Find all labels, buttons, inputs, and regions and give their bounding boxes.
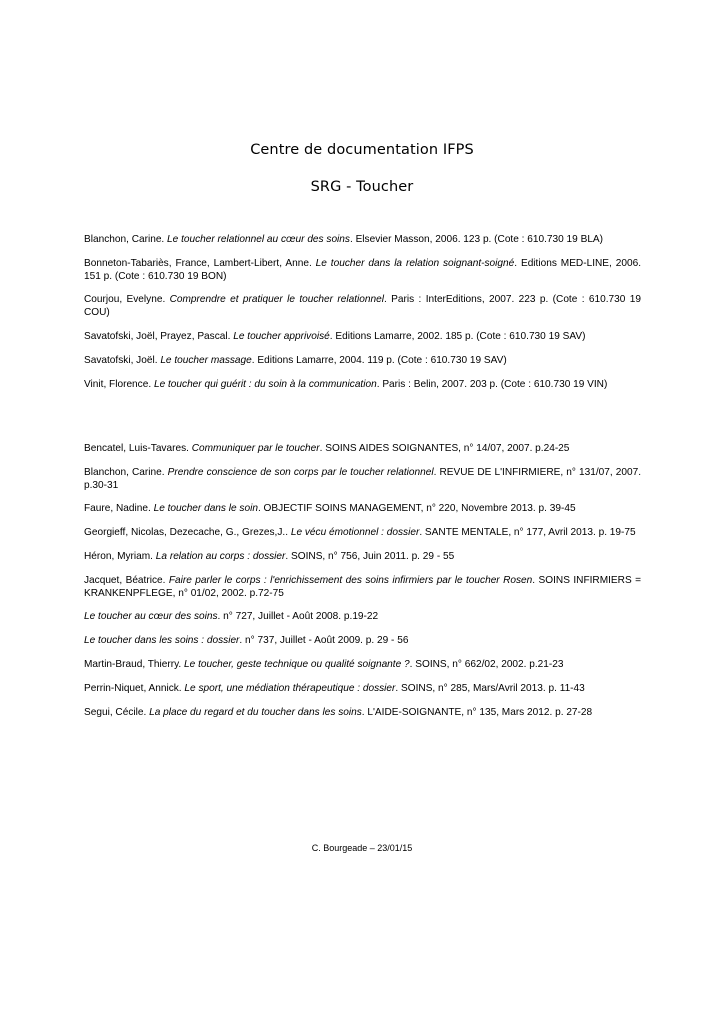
entry-author: Savatofski, Joël, Prayez, Pascal. xyxy=(84,330,234,342)
article-list xyxy=(84,443,641,730)
article-entry xyxy=(84,575,641,601)
entry-title: Le toucher massage xyxy=(160,354,252,366)
entry-author: Vinit, Florence. xyxy=(84,378,154,390)
entry-author: Bencatel, Luis-Tavares. xyxy=(84,443,192,454)
entry-details: . L'AIDE-SOIGNANTE, n° 135, Mars 2012. p. 27-28 xyxy=(361,706,593,718)
entry-details: . n° 737, Juillet - Août 2009. p. 29 - 56 xyxy=(239,635,409,647)
entry-author: Segui, Cécile. xyxy=(84,706,150,718)
entry-author: Blanchon, Carine. xyxy=(84,466,168,478)
book-entry xyxy=(84,234,641,247)
entry-details: . Editions Lamarre, 2004. 119 p. (Cote : 610.730 19 SAV) xyxy=(251,354,507,366)
entry-details: . SOINS INFIRMIERS = KRANKENPFLEGE, n° 01/02, 2002. p.72-75 xyxy=(84,574,641,599)
article-entry xyxy=(84,635,641,648)
entry-details: . Elsevier Masson, 2006. 123 p. (Cote : 610.730 19 BLA) xyxy=(349,234,604,245)
article-entry xyxy=(84,527,641,540)
entry-details: . SOINS, n° 662/02, 2002. p.21-23 xyxy=(409,658,564,670)
entry-title: Le toucher dans le soin xyxy=(153,503,258,515)
entry-details: . SOINS, n° 285, Mars/Avril 2013. p. 11-43 xyxy=(395,682,585,694)
article-entry xyxy=(84,503,641,516)
entry-author: Courjou, Evelyne. xyxy=(84,294,170,306)
entry-title: Le toucher, geste technique ou qualité soignante ? xyxy=(184,658,410,670)
entry-title: Le toucher relationnel au cœur des soins xyxy=(167,234,350,245)
entry-title: La place du regard et du toucher dans les soins xyxy=(149,706,362,718)
article-entry xyxy=(84,707,641,720)
entry-details: . SOINS, n° 756, Juin 2011. p. 29 - 55 xyxy=(285,550,455,562)
book-entry xyxy=(84,379,641,392)
entry-details: . OBJECTIF SOINS MANAGEMENT, n° 220, Novembre 2013. p. 39-45 xyxy=(257,503,576,515)
entry-details: . SOINS AIDES SOIGNANTES, n° 14/07, 2007. p.24-25 xyxy=(319,443,570,454)
entry-details: . n° 727, Juillet - Août 2008. p.19-22 xyxy=(217,611,379,623)
entry-author: Georgieff, Nicolas, Dezecache, G., Grezes,J.. xyxy=(84,527,291,539)
entry-title: Le vécu émotionnel : dossier xyxy=(290,527,420,539)
article-entry xyxy=(84,443,641,456)
entry-title: Le toucher qui guérit : du soin à la communication xyxy=(153,378,377,390)
page-title: Centre de documentation IFPS xyxy=(250,142,474,158)
entry-author: Faure, Nadine. xyxy=(84,503,154,515)
book-entry xyxy=(84,331,641,344)
entry-title: Faire parler le corps : l'enrichissement des soins infirmiers par le toucher Rosen xyxy=(168,574,533,586)
entry-author: Perrin-Niquet, Annick. xyxy=(84,682,185,694)
entry-title: Le toucher apprivoisé xyxy=(233,330,330,342)
entry-title: Communiquer par le toucher xyxy=(191,443,320,454)
entry-details: . Editions Lamarre, 2002. 185 p. (Cote : 610.730 19 SAV) xyxy=(329,330,586,342)
article-entry xyxy=(84,683,641,696)
entry-title: Le toucher dans la relation soignant-soigné xyxy=(315,257,515,269)
book-list xyxy=(84,234,641,402)
book-entry xyxy=(84,258,641,284)
entry-details: . REVUE DE L'INFIRMIERE, n° 131/07, 2007. p.30-31 xyxy=(84,466,642,491)
entry-details: . Paris : InterEditions, 2007. 223 p. (Cote : 610.730 19 COU) xyxy=(84,294,641,319)
page-subtitle: SRG - Toucher xyxy=(310,179,414,195)
entry-title: Prendre conscience de son corps par le toucher relationnel xyxy=(167,466,434,478)
entry-title: Le sport, une médiation thérapeutique : dossier xyxy=(184,682,396,694)
entry-details: . Editions MED-LINE, 2006. 151 p. (Cote : 610.730 19 BON) xyxy=(84,257,641,282)
entry-author: Martin-Braud, Thierry. xyxy=(84,658,185,670)
entry-title: Le toucher au cœur des soins xyxy=(84,611,218,623)
article-entry xyxy=(84,467,641,493)
article-entry xyxy=(84,611,641,624)
entry-author: Bonneton-Tabariès, France, Lambert-Libert, Anne. xyxy=(84,257,316,269)
entry-author: Jacquet, Béatrice. xyxy=(84,574,169,586)
entry-author: Héron, Myriam. xyxy=(84,550,156,562)
entry-author: Blanchon, Carine. xyxy=(84,234,168,245)
book-entry xyxy=(84,294,641,320)
entry-details: . Paris : Belin, 2007. 203 p. (Cote : 610.730 19 VIN) xyxy=(376,378,608,390)
entry-details: . SANTE MENTALE, n° 177, Avril 2013. p. 19-75 xyxy=(419,527,636,539)
article-entry xyxy=(84,659,641,672)
entry-title: Le toucher dans les soins : dossier xyxy=(84,635,240,647)
entry-title: Comprendre et pratiquer le toucher relationnel xyxy=(169,294,384,306)
entry-author: Savatofski, Joël. xyxy=(84,354,161,366)
article-entry xyxy=(84,551,641,564)
footer-credit: C. Bourgeade – 23/01/15 xyxy=(311,843,413,853)
entry-title: La relation au corps : dossier xyxy=(155,550,286,562)
book-entry xyxy=(84,355,641,368)
